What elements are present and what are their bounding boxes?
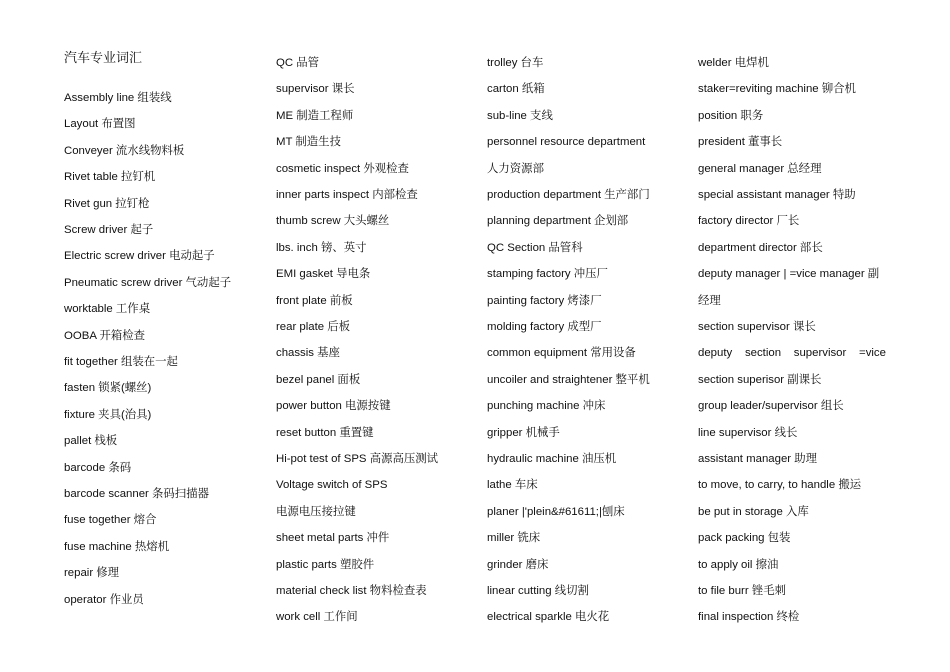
vocab-entry: factory director 厂长 <box>698 215 800 228</box>
vocab-entry: material check list 物料检查表 <box>276 585 427 597</box>
vocab-entry: 人力资源部 <box>487 162 544 175</box>
vocab-entry: pack packing 包装 <box>698 532 791 545</box>
vocab-entry: stamping factory 冲压厂 <box>487 268 608 281</box>
vocab-entry: planning department 企划部 <box>487 215 629 228</box>
vocab-entry: assistant manager 助理 <box>698 453 818 465</box>
vocab-entry: fixture 夹具(治具) <box>64 408 152 421</box>
vocab-entry: miller 铣床 <box>487 532 541 545</box>
vocab-entry: section superisor 副课长 <box>698 373 822 386</box>
vocab-word: deputy <box>698 347 733 360</box>
vocab-entry: planer |'plein&#61611;|刨床 <box>487 505 625 518</box>
vocab-entry: fuse machine 热熔机 <box>64 540 170 553</box>
vocab-entry: sheet metal parts 冲件 <box>276 532 390 545</box>
vocab-entry: QC 品管 <box>276 57 320 69</box>
vocab-entry: pallet 栈板 <box>64 435 118 448</box>
vocab-entry: linear cutting 线切割 <box>487 585 589 597</box>
vocab-entry: president 董事长 <box>698 136 783 149</box>
vocab-entry: OOBA 开箱检查 <box>64 329 146 342</box>
vocab-entry: carton 纸箱 <box>487 83 545 96</box>
vocab-entry: deputy manager | =vice manager 副 <box>698 268 880 281</box>
vocab-entry: supervisor 课长 <box>276 83 355 96</box>
vocab-entry: to file burr 锉毛刺 <box>698 585 786 597</box>
vocab-entry: staker=reviting machine 铆合机 <box>698 83 856 96</box>
vocab-entry: MT 制造生技 <box>276 136 341 149</box>
page-title: 汽车专业词汇 <box>64 50 143 65</box>
vocab-entry: be put in storage 入库 <box>698 505 809 518</box>
vocab-entry: QC Section 品管科 <box>487 241 583 254</box>
vocab-entry: Conveyer 流水线物料板 <box>64 144 185 157</box>
vocab-entry: line supervisor 线长 <box>698 426 798 439</box>
vocab-entry: fasten 锁紧(螺丝) <box>64 382 152 395</box>
vocab-entry: lbs. inch 镑、英寸 <box>276 241 367 254</box>
vocab-entry: operator 作业员 <box>64 593 144 606</box>
vocab-entry: punching machine 冲床 <box>487 400 606 413</box>
vocab-entry: Voltage switch of SPS <box>276 479 388 492</box>
vocab-entry: welder 电焊机 <box>698 57 769 69</box>
vocab-entry: grinder 磨床 <box>487 558 549 571</box>
vocab-entry: 经理 <box>698 294 721 307</box>
vocab-entry: to apply oil 擦油 <box>698 558 779 571</box>
vocab-entry: worktable 工作桌 <box>64 303 151 316</box>
vocab-entry: thumb screw 大头螺丝 <box>276 215 390 228</box>
vocab-entry: production department 生产部门 <box>487 189 650 201</box>
vocab-entry: cosmetic inspect 外观检查 <box>276 162 409 175</box>
vocab-entry: to move, to carry, to handle 搬运 <box>698 479 862 492</box>
vocab-entry: barcode 条码 <box>64 461 132 474</box>
vocab-entry: Screw driver 起子 <box>64 224 154 236</box>
vocab-entry <box>698 345 886 361</box>
vocab-entry: reset button 重置键 <box>276 426 374 439</box>
vocab-word: =vice <box>859 347 886 360</box>
vocab-entry: Assembly line 组装线 <box>64 92 172 104</box>
vocab-entry: work cell 工作间 <box>276 611 358 624</box>
vocab-entry: special assistant manager 特助 <box>698 189 856 201</box>
vocab-entry: lathe 车床 <box>487 479 538 492</box>
vocab-entry: sub-line 支线 <box>487 109 553 122</box>
vocab-entry: common equipment 常用设备 <box>487 347 636 360</box>
vocab-entry: personnel resource department <box>487 136 646 149</box>
vocab-entry: group leader/supervisor 组长 <box>698 400 844 413</box>
vocab-entry: Layout 布置图 <box>64 118 136 131</box>
vocab-entry: Rivet gun 拉钉枪 <box>64 197 150 210</box>
vocab-entry: hydraulic machine 油压机 <box>487 453 617 465</box>
vocab-entry: fit together 组装在一起 <box>64 356 178 368</box>
vocab-entry: painting factory 烤漆厂 <box>487 294 602 307</box>
vocab-entry: ME 制造工程师 <box>276 109 354 122</box>
vocab-entry: trolley 台车 <box>487 57 544 69</box>
vocab-entry: uncoiler and straightener 整平机 <box>487 373 650 386</box>
vocab-entry: gripper 机械手 <box>487 426 560 439</box>
vocab-entry: front plate 前板 <box>276 294 353 307</box>
vocab-entry: position 职务 <box>698 109 764 122</box>
vocab-entry: Rivet table 拉钉机 <box>64 171 156 184</box>
vocab-entry: Hi-pot test of SPS 高源高压测试 <box>276 453 439 465</box>
vocab-entry: bezel panel 面板 <box>276 373 361 386</box>
vocab-entry: final inspection 终检 <box>698 611 800 624</box>
vocab-word: supervisor <box>793 347 847 360</box>
vocab-entry: barcode scanner 条码扫描器 <box>64 488 209 500</box>
vocab-entry: EMI gasket 导电条 <box>276 268 371 281</box>
vocab-entry: fuse together 熔合 <box>64 514 157 527</box>
vocab-entry: rear plate 后板 <box>276 321 351 333</box>
vocab-entry: 电源电压接拉键 <box>276 505 356 518</box>
vocab-entry: Electric screw driver 电动起子 <box>64 250 215 263</box>
vocab-word: section <box>744 347 782 360</box>
vocab-entry: plastic parts 塑胶件 <box>276 558 375 571</box>
vocab-entry: power button 电源按键 <box>276 400 391 413</box>
vocab-entry: repair 修理 <box>64 567 120 580</box>
vocab-entry: section supervisor 课长 <box>698 321 816 333</box>
vocab-entry: molding factory 成型厂 <box>487 321 602 333</box>
vocab-entry: inner parts inspect 内部检查 <box>276 189 418 201</box>
vocab-entry: Pneumatic screw driver 气动起子 <box>64 276 232 289</box>
vocab-entry: electrical sparkle 电火花 <box>487 611 610 624</box>
vocab-entry: department director 部长 <box>698 241 823 254</box>
vocab-entry: chassis 基座 <box>276 347 340 360</box>
vocab-entry: general manager 总经理 <box>698 162 822 175</box>
